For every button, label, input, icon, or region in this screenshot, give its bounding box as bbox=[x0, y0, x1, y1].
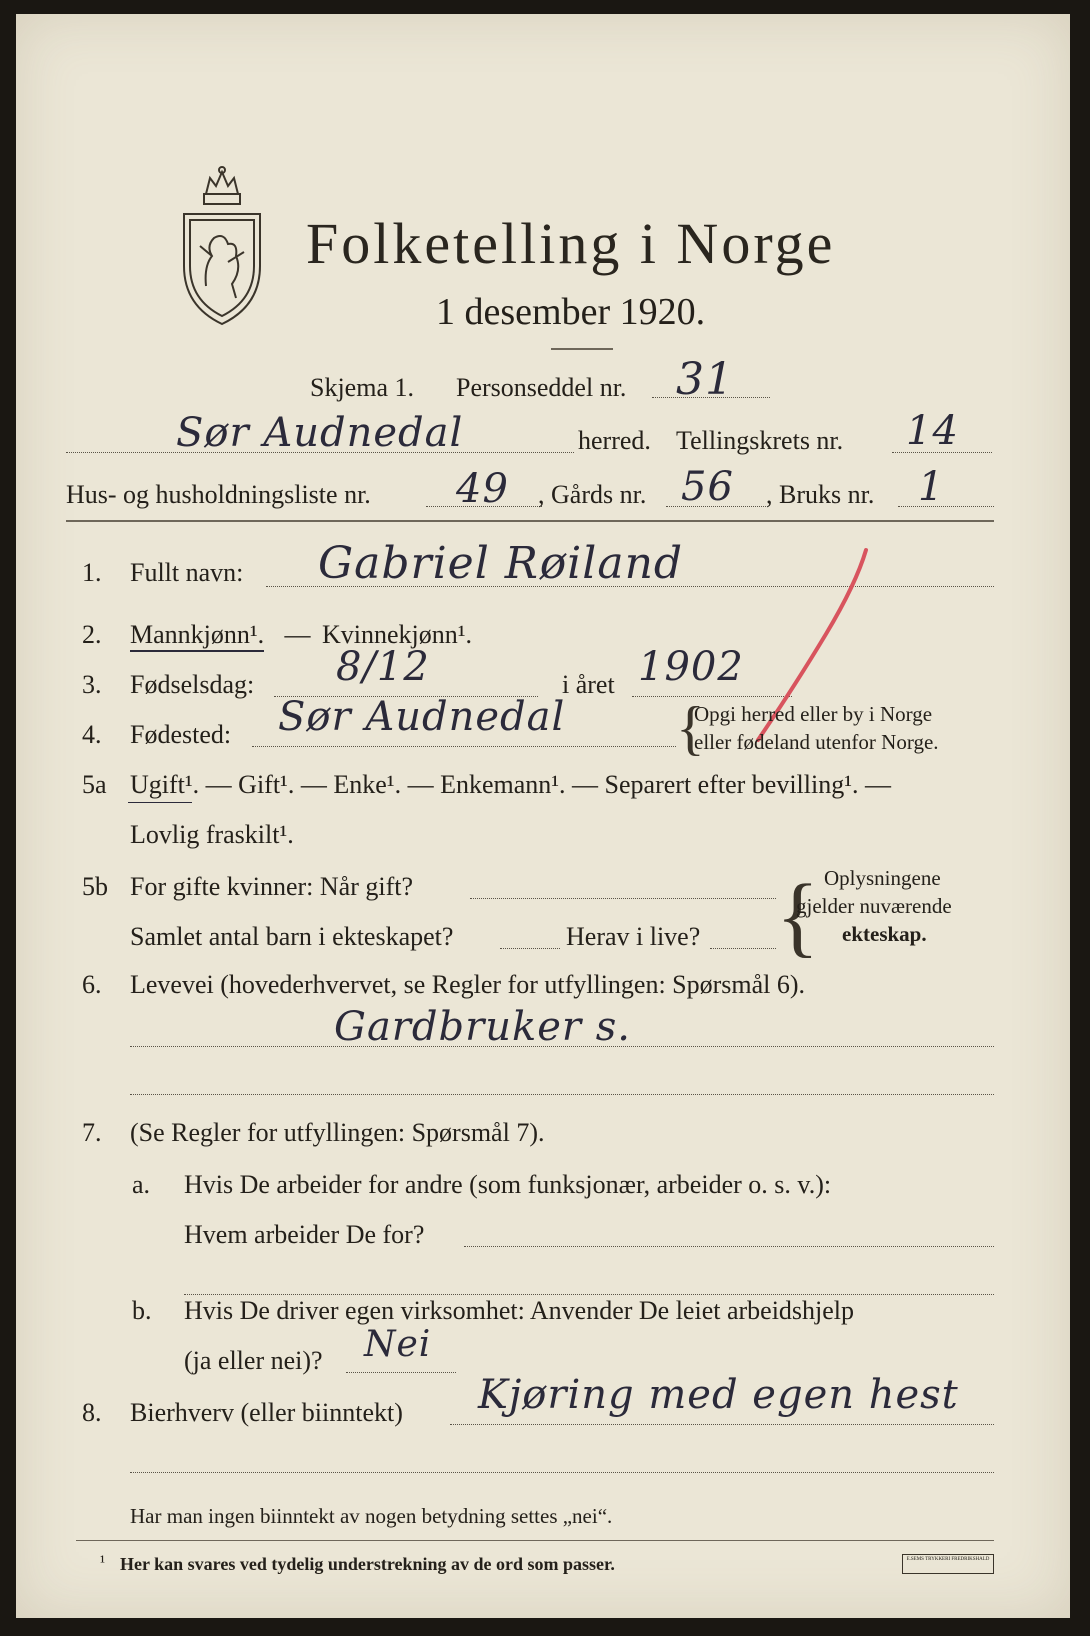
children-alive-line[interactable] bbox=[710, 948, 776, 949]
marital-status-options[interactable]: Ugift¹. — Gift¹. — Enke¹. — Enkemann¹. — Separert efter bevilling¹. — bbox=[130, 770, 892, 799]
q4-label: Fødested: bbox=[130, 720, 232, 749]
tellingskrets-label: Tellingskrets nr. bbox=[676, 426, 844, 455]
employer-line-2[interactable] bbox=[184, 1294, 994, 1295]
q6-label: Levevei (hovederhvervet, se Regler for utfyllingen: Spørsmål 6). bbox=[130, 970, 806, 999]
sex-female-option[interactable]: Kvinnekjønn¹. bbox=[322, 620, 473, 649]
occupation-value[interactable]: Gardbruker s. bbox=[334, 1004, 632, 1050]
gards-label: , Gårds nr. bbox=[538, 480, 647, 509]
q3-label: Fødselsdag: bbox=[130, 670, 255, 699]
printer-stamp: E.SEMS TRYKKERI FREDRIKSHALD bbox=[902, 1554, 994, 1574]
q1-number: 1. bbox=[82, 558, 102, 587]
census-form bbox=[16, 14, 1070, 1618]
bruks-label: , Bruks nr. bbox=[766, 480, 875, 509]
q4-note-bracket: { bbox=[676, 695, 705, 761]
q3-year-label: i året bbox=[562, 670, 615, 699]
q7a-number: a. bbox=[132, 1170, 151, 1199]
side-income-line bbox=[450, 1424, 994, 1425]
q7b-number: b. bbox=[132, 1296, 152, 1325]
birthdate-value[interactable]: 8/12 bbox=[336, 644, 430, 690]
hus-label: Hus- og husholdningsliste nr. bbox=[66, 480, 371, 509]
personseddel-label: Personseddel nr. bbox=[456, 373, 627, 402]
q5b-line2: Samlet antal barn i ekteskapet? bbox=[130, 922, 454, 951]
q5b-line1: For gifte kvinner: Når gift? bbox=[130, 872, 414, 901]
footnote-text: Her kan svares ved tydelig understrekning av de ord som passer. bbox=[120, 1554, 615, 1574]
q5b-note-line3: ekteskap. bbox=[842, 922, 927, 946]
side-income-line-2 bbox=[130, 1472, 994, 1473]
q7b-line2: (ja eller nei)? bbox=[184, 1346, 323, 1375]
q1-label: Fullt navn: bbox=[130, 558, 244, 587]
skjema-label: Skjema 1. bbox=[310, 373, 414, 402]
occupation-line-1 bbox=[130, 1046, 994, 1047]
q4-note-line1: Opgi herred eller by i Norge bbox=[694, 702, 933, 726]
footnote-mark: ¹ bbox=[100, 1552, 106, 1571]
hired-help-value[interactable]: Nei bbox=[364, 1324, 432, 1365]
q5b-line2b: Herav i live? bbox=[566, 922, 701, 951]
bruks-value[interactable]: 1 bbox=[918, 464, 945, 510]
q5b-number: 5b bbox=[82, 872, 108, 901]
q8-label: Bierhverv (eller biinntekt) bbox=[130, 1398, 403, 1427]
q2-separator: — bbox=[278, 620, 317, 649]
header-separator bbox=[66, 520, 994, 522]
footer-note: Har man ingen biinntekt av nogen betydning settes „nei“. bbox=[130, 1504, 613, 1528]
side-income-value[interactable]: Kjøring med egen hest bbox=[478, 1372, 959, 1418]
gards-value[interactable]: 56 bbox=[681, 464, 734, 510]
q7a-line1: Hvis De arbeider for andre (som funksjonær, arbeider o. s. v.): bbox=[184, 1170, 832, 1199]
hired-help-line bbox=[346, 1372, 456, 1373]
q4-number: 4. bbox=[82, 720, 102, 749]
q5b-note-line1: Oplysningene bbox=[824, 866, 941, 890]
ugift-underline bbox=[128, 802, 192, 803]
q6-number: 6. bbox=[82, 970, 102, 999]
marital-status-options-cont[interactable]: Lovlig fraskilt¹. bbox=[130, 820, 294, 849]
q5b-note-line2: gjelder nuværende bbox=[796, 894, 952, 918]
bruks-line bbox=[898, 506, 994, 507]
sex-male-option[interactable]: Mannkjønn¹. bbox=[130, 620, 264, 652]
full-name-value[interactable]: Gabriel Røiland bbox=[318, 538, 684, 589]
birthyear-value[interactable]: 1902 bbox=[638, 644, 744, 690]
q7-number: 7. bbox=[82, 1118, 102, 1147]
title-divider bbox=[551, 348, 613, 350]
q8-number: 8. bbox=[82, 1398, 102, 1427]
q3-number: 3. bbox=[82, 670, 102, 699]
q4-note-line2: eller fødeland utenfor Norge. bbox=[694, 730, 939, 754]
employer-line[interactable] bbox=[464, 1246, 994, 1247]
norway-coat-of-arms-icon bbox=[176, 166, 268, 326]
occupation-line-2 bbox=[130, 1094, 994, 1095]
footer-separator bbox=[76, 1540, 994, 1541]
herred-value[interactable]: Sør Audnedal bbox=[176, 410, 464, 456]
tellingskrets-value[interactable]: 14 bbox=[906, 408, 959, 454]
q7-label: (Se Regler for utfyllingen: Spørsmål 7). bbox=[130, 1118, 545, 1147]
married-when-line[interactable] bbox=[470, 898, 776, 899]
q7a-line2: Hvem arbeider De for? bbox=[184, 1220, 425, 1249]
hus-value[interactable]: 49 bbox=[456, 466, 509, 512]
q7b-line1: Hvis De driver egen virksomhet: Anvender De leiet arbeidshjelp bbox=[184, 1296, 855, 1325]
form-date: 1 desember 1920. bbox=[436, 291, 706, 333]
q2-number: 2. bbox=[82, 620, 102, 649]
form-title: Folketelling i Norge bbox=[306, 211, 836, 276]
children-total-line[interactable] bbox=[500, 948, 560, 949]
q5b-note-bracket: { bbox=[776, 867, 820, 966]
birthplace-value[interactable]: Sør Audnedal bbox=[278, 694, 566, 740]
birthplace-line bbox=[252, 746, 676, 747]
personseddel-value[interactable]: 31 bbox=[676, 354, 734, 405]
herred-label: herred. bbox=[578, 426, 651, 455]
q5a-number: 5a bbox=[82, 770, 107, 799]
